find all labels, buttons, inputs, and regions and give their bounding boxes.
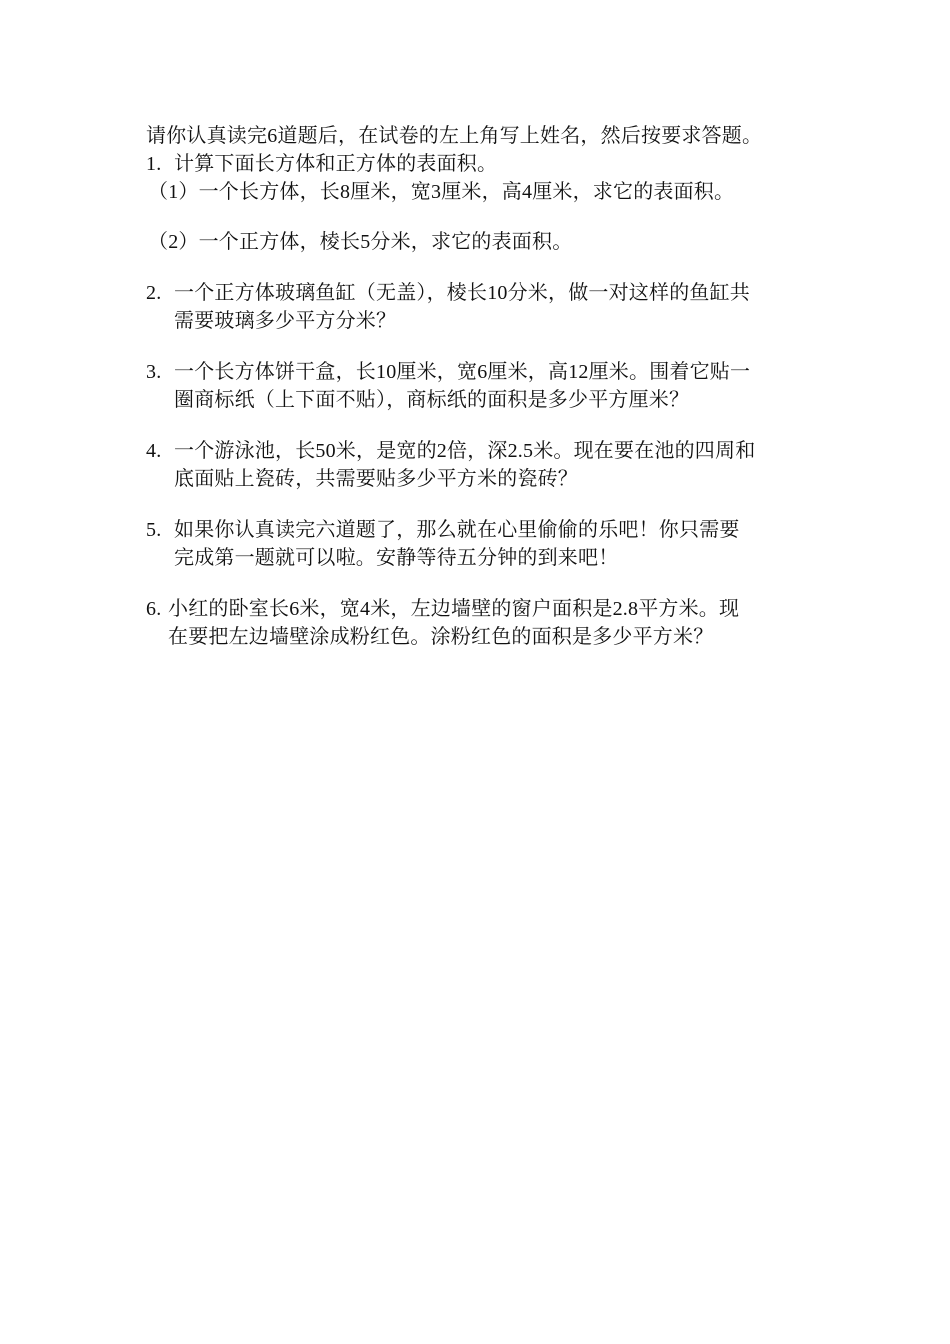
question-1-part-1: （1）一个长方体，长8厘米，宽3厘米，高4厘米，求它的表面积。 <box>148 181 735 203</box>
question-4 <box>146 437 814 493</box>
question-number: 6. <box>146 598 162 620</box>
question-text-line: 一个正方体玻璃鱼缸（无盖），棱长10分米，做一对这样的鱼缸共 <box>174 282 750 304</box>
question-text-line: 一个长方体饼干盒，长10厘米，宽6厘米，高12厘米。围着它贴一 <box>174 361 751 383</box>
question-6 <box>146 595 814 651</box>
question-text-line: 需要玻璃多少平方分米？ <box>174 310 397 332</box>
question-text-line: 小红的卧室长6米，宽4米，左边墙壁的窗户面积是2.8平方米。现 <box>168 598 740 620</box>
instructions: 请你认真读完6道题后，在试卷的左上角写上姓名，然后按要求答题。 <box>146 125 763 147</box>
question-number: 4. <box>146 440 162 462</box>
question-text: 计算下面长方体和正方体的表面积。 <box>174 153 498 175</box>
question-5 <box>146 516 814 572</box>
question-1 <box>146 150 814 178</box>
question-text-line: 圈商标纸（上下面不贴），商标纸的面积是多少平方厘米？ <box>174 389 690 411</box>
worksheet-content <box>146 122 814 651</box>
question-text-line: 如果你认真读完六道题了，那么就在心里偷偷的乐吧！你只需要 <box>174 519 740 541</box>
question-text-line: 一个游泳池，长50米，是宽的2倍，深2.5米。现在要在池的四周和 <box>174 440 756 462</box>
question-text-line: 底面贴上瓷砖，共需要贴多少平方米的瓷砖？ <box>174 468 578 490</box>
question-number: 1. <box>146 153 162 175</box>
question-text-line: 在要把左边墙壁涂成粉红色。涂粉红色的面积是多少平方米？ <box>168 626 714 648</box>
question-3 <box>146 358 814 414</box>
question-2 <box>146 279 814 335</box>
question-number: 2. <box>146 282 162 304</box>
question-number: 5. <box>146 519 162 541</box>
question-text-line: 完成第一题就可以啦。安静等待五分钟的到来吧！ <box>174 547 619 569</box>
question-1-part-2: （2）一个正方体，棱长5分米，求它的表面积。 <box>148 231 573 253</box>
question-number: 3. <box>146 361 162 383</box>
